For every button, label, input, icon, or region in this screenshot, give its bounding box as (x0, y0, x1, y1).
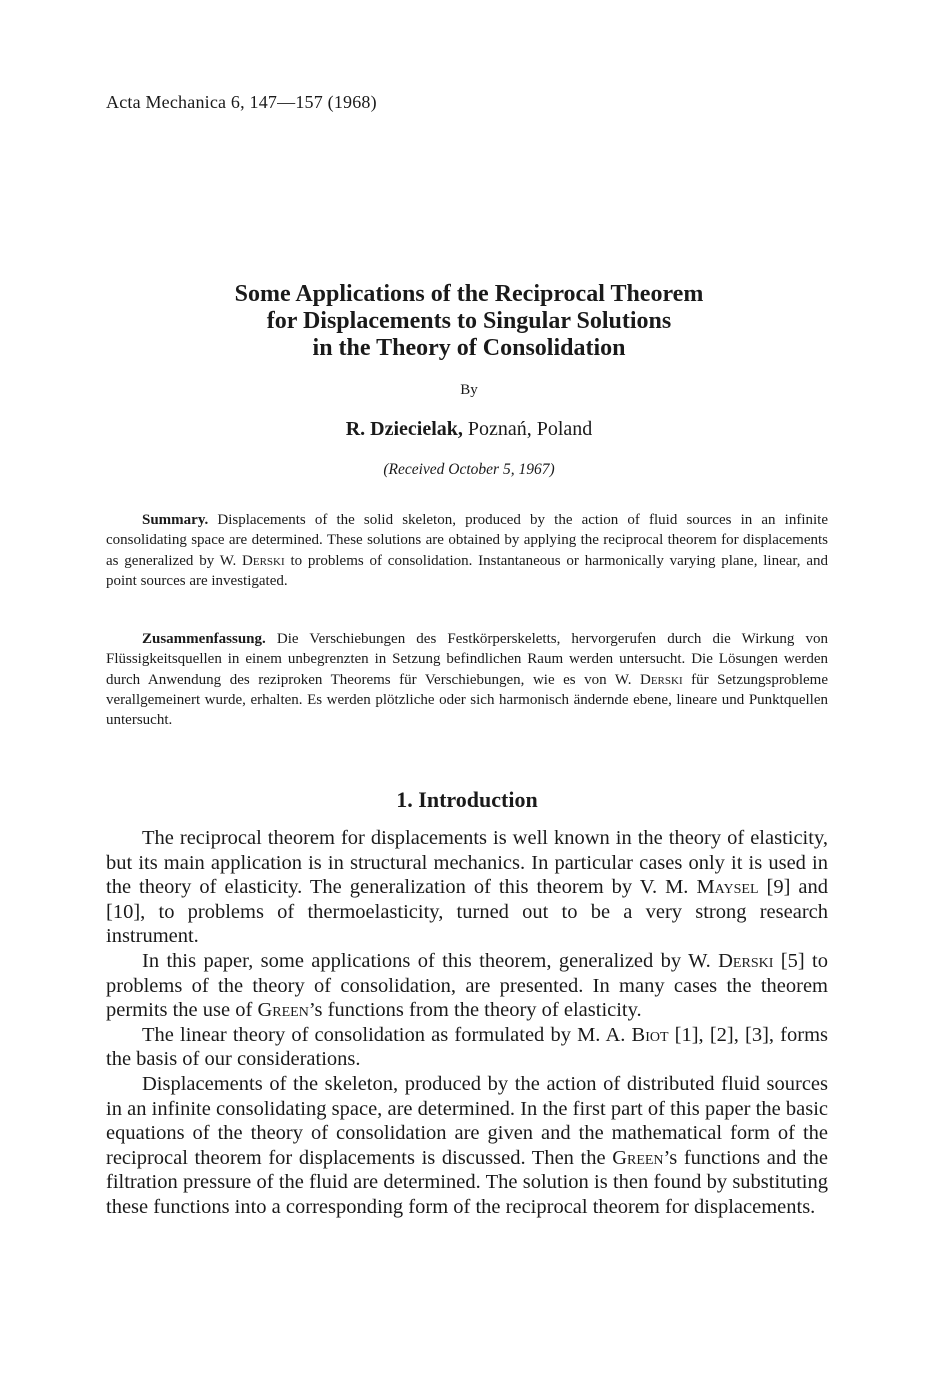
by-label: By (460, 382, 478, 398)
journal-citation: Acta Mechanica 6, 147—157 (1968) (106, 92, 377, 112)
title-line-1: Some Applications of the Reciprocal Theorem (234, 281, 704, 307)
author-ref-green: Green (257, 999, 309, 1022)
body-paragraph-1: The reciprocal theorem for displacements is well known in the theory of elasticity, but its main application is in structural mechanics. In particular cases only it is used in the theory of elasticity. The generalization of this theorem by V. M. Maysel [9] and [10], to problems of thermoelasticity, turned out to be a very strong research instrument. (106, 827, 828, 948)
author-ref-derski: Derski (242, 552, 285, 569)
author-name: R. Dziecielak, (345, 418, 463, 440)
zusammenfassung-label: Zusammenfassung. (142, 631, 266, 647)
body-paragraph-3: The linear theory of consolidation as formulated by M. A. Biot [1], [2], [3], forms the basis of our considerations. (106, 1023, 828, 1071)
author-ref-derski: Derski (718, 949, 774, 972)
title-line-3: in the Theory of Consolidation (312, 335, 626, 361)
paper-title (106, 281, 832, 362)
zusammenfassung-paragraph: Zusammenfassung. Die Verschiebungen des Festkörperskeletts, hervorgerufen durch die Wirkung von Flüssigkeitsquellen in einem unbegrenzten in Setzung befindlichen Raum werden untersucht. Die Lösungen werden durch Anwendung des reziproken Theorems für Verschiebungen, wie es von W. Derski für Setzungsprobleme verallgemeinert wurde, erhalten. Es werden plötzliche oder sich harmonisch ändernde ebene, lineare und Punktquellen untersucht. (106, 631, 828, 729)
section-heading-introduction: 1. Introduction (396, 787, 538, 812)
summary-abstract (106, 510, 828, 591)
author-ref-maysel: Maysel (696, 876, 759, 899)
summary-paragraph: Summary. Displacements of the solid skeleton, produced by the action of fluid sources in an infinite consolidating space are determined. These solutions are obtained by applying the reciprocal theorem for displacements as generalized by W. Derski to problems of consolidation. Instantaneous or harmonically varying plane, linear, and point sources are investigated. (106, 512, 828, 589)
author-line (106, 418, 832, 441)
zusammenfassung-abstract (106, 629, 828, 730)
introduction-body (106, 826, 828, 1220)
summary-label: Summary. (142, 512, 209, 528)
title-line-2: for Displacements to Singular Solutions (266, 308, 672, 334)
author-affiliation: Poznań, Poland (462, 418, 593, 440)
body-paragraph-2: In this paper, some applications of this theorem, generalized by W. Derski [5] to problems of the theory of consolidation, are presented. In many cases the theorem permits the use of Green’s functions from the theory of elasticity. (106, 949, 828, 1022)
author-ref-derski: Derski (640, 671, 683, 688)
body-paragraph-4: Displacements of the skeleton, produced by the action of distributed fluid sources in an infinite consolidating space, are determined. In the first part of this paper the basic equations of the theory of consolidation are given and the mathematical form of the reciprocal theorem for displacements is discussed. Then the Green’s functions and the filtration pressure of the fluid are determined. The solution is then found by substituting these functions into a corresponding form of the reciprocal theorem for displacements. (106, 1072, 828, 1218)
author-ref-biot: Biot (631, 1023, 669, 1046)
received-date: (Received October 5, 1967) (383, 461, 555, 478)
author-ref-green: Green (612, 1146, 664, 1169)
